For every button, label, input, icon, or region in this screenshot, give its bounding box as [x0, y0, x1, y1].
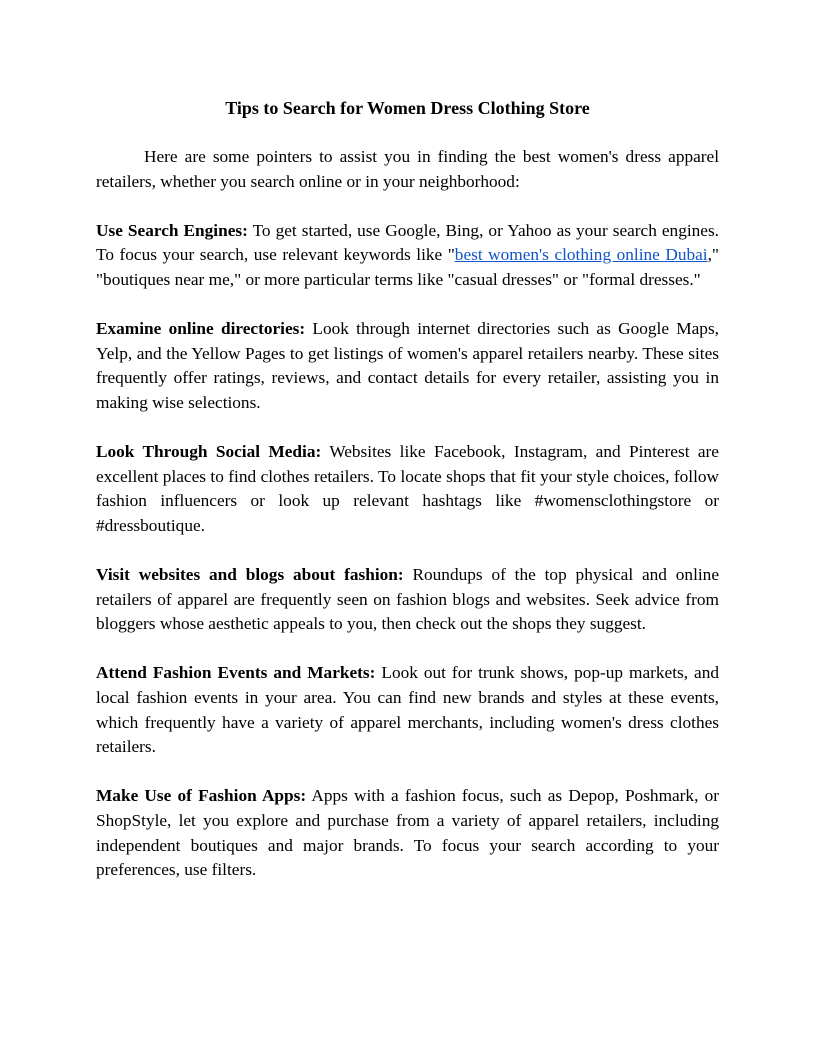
section-fashion-apps [96, 784, 719, 882]
section-text: Look out for trunk shows, pop-up markets, and local fashion events in your area. You can find new brands and styles at these events, which frequently have a variety of apparel merchants, including women's dress clothes retailers. [96, 663, 720, 757]
document-page [96, 96, 719, 883]
page-title: Tips to Search for Women Dress Clothing Store [225, 98, 590, 118]
section-heading: Attend Fashion Events and Markets: [96, 663, 376, 683]
section-heading: Examine online directories: [96, 319, 306, 339]
section-fashion-events [96, 661, 719, 759]
section-fashion-blogs [96, 563, 719, 637]
womens-clothing-link[interactable]: best women's clothing online Dubai [454, 245, 708, 265]
section-text: Apps with a fashion focus, such as Depop, Poshmark, or ShopStyle, let you explore and purchase from a variety of apparel retailers, including independent boutiques and major brands. To focus your search according to your preferences, use filters. [96, 786, 719, 880]
section-text: To get started, use Google, Bing, or Yahoo as your search engines. To focus your search, use relevant keywords like " [96, 220, 720, 265]
section-text: Look through internet directories such as Google Maps, Yelp, and the Yellow Pages to get listings of women's apparel retailers nearby. These sites frequently offer ratings, reviews, and contact details for every retailer, assisting you in making wise selections. [96, 319, 719, 412]
section-heading: Look Through Social Media: [96, 442, 322, 462]
section-text: Roundups of the top physical and online retailers of apparel are frequently seen on fashion blogs and websites. Seek advice from bloggers whose aesthetic appeals to you, then check out the shops they suggest. [96, 565, 719, 634]
section-heading: Use Search Engines: [96, 220, 248, 240]
section-heading: Make Use of Fashion Apps: [96, 786, 307, 806]
section-text: ," "boutiques near me," or more particular terms like "casual dresses" or "formal dresses." [96, 245, 719, 289]
section-search-engines [96, 219, 719, 293]
intro-paragraph: Here are some pointers to assist you in finding the best women's dress apparel retailers, whether you search online or in your neighborhood: [96, 147, 719, 191]
section-heading: Visit websites and blogs about fashion: [96, 565, 404, 585]
section-text: Websites like Facebook, Instagram, and Pinterest are excellent places to find clothes retailers. To locate shops that fit your style choices, follow fashion influencers or look up relevant hashtags like #womensclothingstore or #dressboutique. [96, 442, 719, 535]
section-social-media [96, 440, 719, 538]
section-online-directories [96, 317, 719, 415]
